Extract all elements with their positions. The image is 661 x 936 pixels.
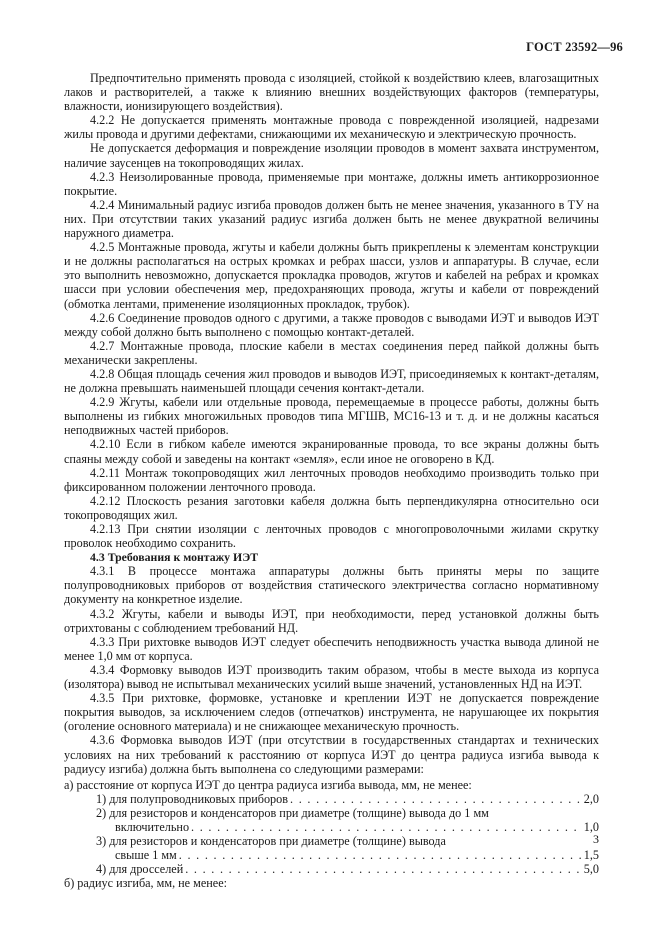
- list-item-4: [64, 862, 599, 876]
- paragraph-4-2-2: 4.2.2 Не допускается применять монтажные провода с поврежденной изоляцией, надрезами жилы провода и другими дефектами, снижающими их механическую и электрическую прочность.: [64, 113, 599, 142]
- page-number: 3: [593, 832, 599, 846]
- document-body: [64, 71, 599, 890]
- dot-leader: [290, 792, 582, 806]
- list-item-1-value: 2,0: [583, 791, 599, 806]
- paragraph-4-2-4: 4.2.4 Минимальный радиус изгиба проводов должен быть не менее значения, указанного в ТУ на них. При отсутствии таких указаний радиус изгиба должен быть не менее двукратной величины наружного диаметра.: [64, 197, 599, 241]
- paragraph-4-2-10: 4.2.10 Если в гибком кабеле имеются экранированные провода, то все экраны должны быть спаяны между собой и заведены на контакт «земля», если иное не оговорено в КД.: [64, 437, 599, 466]
- list-item-2: [64, 820, 599, 834]
- list-item-1: [64, 792, 599, 806]
- paragraph-4-2-7: 4.2.7 Монтажные провода, плоские кабели в местах соединения перед пайкой должны быть механически закреплены.: [64, 338, 599, 367]
- list-item-3-line1: 3) для резисторов и конденсаторов при диаметре (толщине) вывода: [96, 834, 446, 849]
- dot-leader: [179, 848, 582, 862]
- paragraph-4-2-9: 4.2.9 Жгуты, кабели или отдельные провода, перемещаемые в процессе работы, должны быть выполнены из гибких многожильных проводов типа МГШВ, МС16-13 и т. д. и не должны касаться неподвижных частей приборов.: [64, 395, 599, 438]
- list-item-2-label: включительно: [115, 819, 190, 834]
- dimension-list: [64, 778, 599, 891]
- list-item-a: а) расстояние от корпуса ИЭТ до центра радиуса изгиба вывода, мм, не менее:: [64, 777, 472, 792]
- paragraph-4-2-12: 4.2.12 Плоскость резания заготовки кабеля должна быть перпендикулярна относительно оси токопроводящих жил.: [64, 493, 599, 522]
- paragraph-4-3-5: 4.3.5 При рихтовке, формовке, установке и креплении ИЭТ не допускается повреждение покрытия выводов, за исключением следов (отпечатков) инструмента, не нарушающее их покрытия (оголение основного материала) и не снижающее механическую прочность.: [64, 691, 599, 734]
- list-item-2-value: 1,0: [583, 819, 599, 834]
- paragraph-4-3-6: 4.3.6 Формовка выводов ИЭТ (при отсутствии в государственных стандартах и технических условиях на них требований к расстоянию от корпуса ИЭТ до центра радиуса изгиба вывода к радиусу изгиба) должна быть выполнена со следующими размерами:: [64, 733, 599, 776]
- list-item-3: [64, 848, 599, 862]
- paragraph-intro: Предпочтительно применять провода с изоляцией, стойкой к воздействию клеев, влагозащитных лаков и растворителей, а также к влиянию внешних воздействующих факторов (температуры, влажности, ионизирующего воздействия).: [64, 71, 599, 114]
- paragraph-4-3-1: 4.3.1 В процессе монтажа аппаратуры должны быть приняты меры по защите полупроводниковых приборов от воздействия статического электричества согласно нормативному документу на конкретное изделие.: [64, 564, 599, 607]
- dot-leader: [185, 862, 582, 876]
- paragraph-4-3-2: 4.3.2 Жгуты, кабели и выводы ИЭТ, при необходимости, перед установкой должны быть отрихтованы с соблюдением требований НД.: [64, 606, 599, 635]
- list-item-b: б) радиус изгиба, мм, не менее:: [64, 876, 227, 891]
- paragraph-4-3-3: 4.3.3 При рихтовке выводов ИЭТ следует обеспечить неподвижность участка вывода длиной не менее 1,0 мм от корпуса.: [64, 634, 599, 663]
- paragraph-4-2-11: 4.2.11 Монтаж токопроводящих жил ленточных проводов необходимо производить только при фиксированном положении ленточного провода.: [64, 465, 599, 494]
- list-item-3-value: 1,5: [583, 848, 599, 863]
- paragraph-4-2-13: 4.2.13 При снятии изоляции с ленточных проводов с многопроволочными жилами скрутку проволок необходимо сохранить.: [64, 522, 599, 551]
- list-item-1-label: 1) для полупроводниковых приборов: [96, 791, 288, 806]
- list-item-4-label: 4) для дросселей: [96, 862, 184, 877]
- paragraph-4-2-8: 4.2.8 Общая площадь сечения жил проводов и выводов ИЭТ, присоединяемых к контакт-деталям, не должна превышать наименьшей площади сечения контакт-детали.: [64, 366, 599, 396]
- section-heading-4-3: 4.3 Требования к монтажу ИЭТ: [90, 550, 259, 565]
- paragraph-4-2-5: 4.2.5 Монтажные провода, жгуты и кабели должны быть прикреплены к элементам конструкции и не должны располагаться на острых кромках и ребрах шасси, узлов и аппаратуры. В случае, если это выполнить невозможно, допускается прокладка проводов, жгутов и кабелей на ребрах и кромках шасси при условии обеспечения мер, предохраняющих провода, жгуты и кабели от повреждений (обмотка лентами, применение изоляционных прокладок, трубок).: [64, 240, 599, 311]
- list-item-4-value: 5,0: [583, 862, 599, 877]
- paragraph-4-2-3: 4.2.3 Неизолированные провода, применяемые при монтаже, должны иметь антикоррозионное покрытие.: [64, 169, 599, 198]
- paragraph-4-3-4: 4.3.4 Формовку выводов ИЭТ производить таким образом, чтобы в месте выхода из корпуса (изолятора) вывод не испытывал механических усилий выше значений, установленных НД на ИЭТ.: [64, 662, 599, 692]
- paragraph-4-2-6: 4.2.6 Соединение проводов одного с другими, а также проводов с выводами ИЭТ и выводов ИЭТ между собой должно быть выполнено с помощью контакт-деталей.: [64, 310, 599, 339]
- list-item-2-line1: 2) для резисторов и конденсаторов при диаметре (толщине) вывода до 1 мм: [96, 805, 489, 820]
- list-item-3-label: свыше 1 мм: [115, 848, 177, 863]
- page-header-standard-number: ГОСТ 23592—96: [526, 40, 623, 54]
- paragraph-4-2-2-cont: Не допускается деформация и повреждение изоляции проводов в момент захвата инструментом, наличие заусенцев на токопроводящих жилах.: [64, 141, 599, 170]
- dot-leader: [191, 820, 582, 834]
